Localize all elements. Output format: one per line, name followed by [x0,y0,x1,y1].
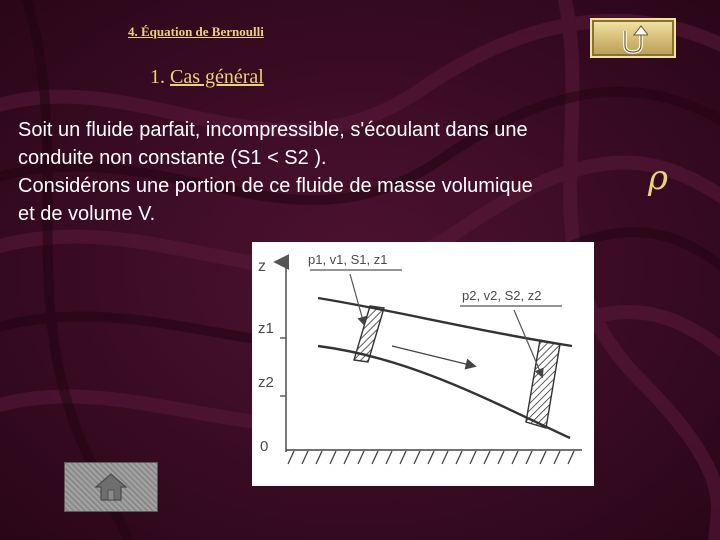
body-line: Soit un fluide parfait, incompressible, s'écoulant dans une [18,119,528,141]
section-2-label: p2, v2, S2, z2 [462,288,542,303]
rho-symbol: ρ [648,158,668,198]
section-1-label: p1, v1, S1, z1 [308,252,388,267]
origin-tick-label: 0 [260,438,269,455]
home-icon [94,472,128,502]
pipe-flow-drawing [252,242,594,486]
section-2-pointer [514,310,542,376]
ground-hatching [288,451,574,464]
bernoulli-diagram [252,242,594,486]
flow-arrow [392,346,474,366]
section-1-slice [354,306,384,362]
section-heading [150,66,264,89]
z2-tick-label: z2 [258,374,274,391]
section-number: 1. [150,66,165,88]
body-paragraph [18,116,658,228]
slide-title: 4. Équation de Bernoulli [128,24,264,39]
section-1-pointer [350,274,364,324]
body-line: et de volume V. [18,203,156,225]
z1-tick-label: z1 [258,320,274,337]
home-button[interactable] [64,462,158,512]
section-title: Cas général [170,66,264,88]
return-arrow-icon [618,23,648,55]
body-line: Considérons une portion de ce fluide de masse volumique [18,175,533,197]
z-axis-label: z [258,258,266,275]
pipe-upper-wall [318,298,572,346]
body-line: conduite non constante (S1 < S2 ). [18,147,327,169]
return-button[interactable] [590,18,676,58]
section-2-slice [526,340,560,428]
